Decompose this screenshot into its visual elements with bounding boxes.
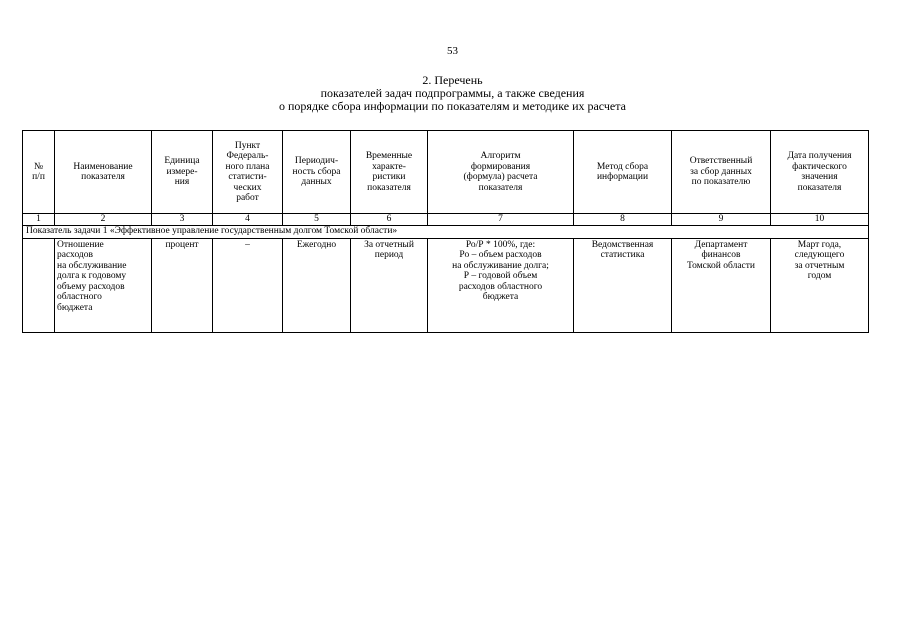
header-cell: Временные характe- ристики показателя [351,131,428,214]
header-cell: Алгоритм формирования (формула) расчета показателя [428,131,574,214]
header-cell: Периодич- ность сбора данных [283,131,351,214]
row-number-cell [23,238,55,332]
header-cell: Ответственный за сбор данных по показателю [672,131,771,214]
method-cell: Ведомственная статистика [574,238,672,332]
header-cell: Дата получения фактического значения показателя [771,131,869,214]
column-number-cell: 8 [574,214,672,226]
title-line-2: показателей задач подпрограммы, а также сведения [320,86,585,100]
column-number-cell: 4 [213,214,283,226]
title-line-3: о порядке сбора информации по показателям и методике их расчета [279,99,626,113]
table-row [23,238,869,332]
column-number-row [23,214,869,226]
algorithm-cell: Ро/Р * 100%, где: Ро – объем расходов на обслуживание долга; Р – годовой объем расходов областного бюджета [428,238,574,332]
column-number-cell: 3 [152,214,213,226]
table-header-row [23,131,869,214]
page-number: 53 [447,45,458,57]
section-row [23,225,869,238]
column-number-cell: 5 [283,214,351,226]
column-number-cell: 2 [55,214,152,226]
indicator-name-cell: Отношение расходов на обслуживание долга к годовому объему расходов областного бюджета [55,238,152,332]
header-cell: Единица измере- ния [152,131,213,214]
header-cell: № п/п [23,131,55,214]
responsible-cell: Департамент финансов Томской области [672,238,771,332]
unit-cell: процент [152,238,213,332]
title-line-1: 2. Перечень [422,73,483,87]
column-number-cell: 7 [428,214,574,226]
column-number-cell: 9 [672,214,771,226]
header-cell: Наименование показателя [55,131,152,214]
section-title: Показатель задачи 1 «Эффективное управление государственным долгом Томской области» [23,225,869,238]
column-number-cell: 10 [771,214,869,226]
indicators-table [22,130,869,333]
periodicity-cell: Ежегодно [283,238,351,332]
federal-plan-cell: – [213,238,283,332]
column-number-cell: 6 [351,214,428,226]
header-cell: Пункт Федераль- ного плана статисти- ческих работ [213,131,283,214]
time-characteristics-cell: За отчетный период [351,238,428,332]
date-obtained-cell: Март года, следующего за отчетным годом [771,238,869,332]
document-title [0,74,905,113]
column-number-cell: 1 [23,214,55,226]
header-cell: Метод сбора информации [574,131,672,214]
